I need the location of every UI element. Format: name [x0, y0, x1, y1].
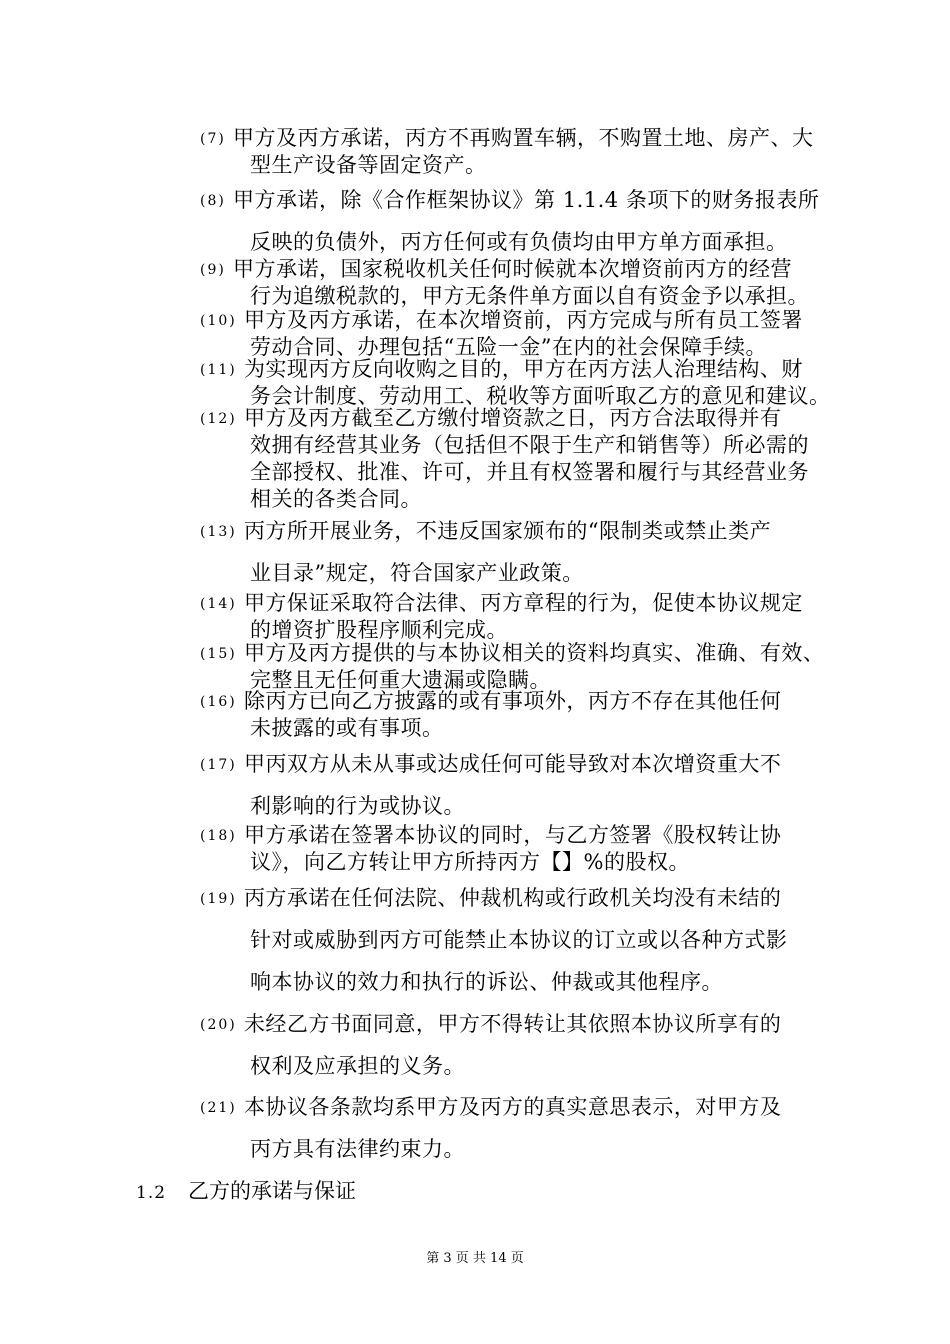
clause-text: 甲方及丙方承诺，丙方不再购置车辆，不购置土地、房产、大 — [233, 126, 814, 150]
clause-text: 甲方保证采取符合法律、丙方章程的行为，促使本协议规定 — [243, 591, 803, 615]
clause-text: 未披露的或有事项。 — [250, 716, 444, 740]
clause-number: (16) — [200, 694, 237, 710]
clause-text: 议》，向乙方转让甲方所持丙方【】%的股权。 — [250, 850, 690, 874]
clause-text: 的增资扩股程序顺利完成。 — [250, 618, 508, 642]
clause-text: 相关的各类合同。 — [250, 487, 422, 511]
clause-number: (21) — [200, 1100, 237, 1116]
clause-text: 行为追缴税款的，甲方无条件单方面以自有资金予以承担。 — [250, 284, 809, 308]
clause-text: 甲方及丙方截至乙方缴付增资款之日，丙方合法取得并有 — [243, 406, 782, 430]
clause-text: 本协议各条款均系甲方及丙方的真实意思表示，对甲方及 — [243, 1095, 782, 1119]
clause-text: 甲方及丙方承诺，在本次增资前，丙方完成与所有员工签署 — [243, 308, 803, 332]
clause-text: 为实现丙方反向收购之目的，甲方在丙方法人治理结构、财 — [243, 357, 803, 381]
clause-text: 全部授权、批准、许可，并且有权签署和履行与其经营业务 — [250, 460, 809, 484]
clause-number: (17) — [200, 757, 237, 773]
clause-text: 未经乙方书面同意，甲方不得转让其依照本协议所享有的 — [243, 1012, 782, 1036]
clause-text: 甲方承诺在签署本协议的同时，与乙方签署《股权转让协 — [243, 823, 782, 847]
clause-text: 丙方所开展业务，不违反国家颁布的“限制类或禁止类产 — [243, 519, 772, 543]
clause-number: (8) — [200, 193, 226, 209]
clause-text: 完整且无任何重大遗漏或隐瞒。 — [250, 668, 551, 692]
clause-text: 利影响的行为或协议。 — [250, 794, 465, 818]
clause-text: 劳动合同、办理包括“五险一金”在内的社会保障手续。 — [250, 335, 767, 359]
clause-text: 丙方承诺在任何法院、仲裁机构或行政机关均没有未结的 — [243, 886, 782, 910]
clause-text: 除丙方已向乙方披露的或有事项外，丙方不存在其他任何 — [243, 689, 782, 713]
clause-number: (14) — [200, 596, 237, 612]
clause-text: 型生产设备等固定资产。 — [250, 153, 487, 177]
clause-text: 响本协议的效力和执行的诉讼、仲裁或其他程序。 — [250, 970, 723, 994]
clause-text: 效拥有经营其业务（包括但不限于生产和销售等）所必需的 — [250, 433, 809, 457]
clause-text: 业目录”规定，符合国家产业政策。 — [250, 561, 584, 585]
clause-number: (13) — [200, 524, 237, 540]
section-number: 1.2 — [136, 1183, 167, 1203]
clause-text: 甲方及丙方提供的与本协议相关的资料均真实、准确、有效、 — [243, 641, 825, 665]
clause-text: 甲方承诺，除《合作框架协议》第 1.1.4 条项下的财务报表所 — [233, 188, 820, 212]
clause-text: 针对或威胁到丙方可能禁止本协议的订立或以各种方式影 — [250, 928, 788, 952]
section-title: 乙方的承诺与保证 — [188, 1179, 356, 1203]
clause-text: 务会计制度、劳动用工、税收等方面听取乙方的意见和建议。 — [250, 384, 831, 408]
clause-text: 反映的负债外，丙方任何或有负债均由甲方单方面承担。 — [250, 230, 788, 254]
clause-text: 甲丙双方从未从事或达成任何可能导致对本次增资重大不 — [243, 752, 782, 776]
page-footer — [0, 1247, 950, 1266]
clause-number: (15) — [200, 646, 237, 662]
clause-number: (11) — [200, 362, 237, 378]
clause-number: (18) — [200, 828, 237, 844]
clause-text: 丙方具有法律约束力。 — [250, 1137, 465, 1161]
clause-number: (19) — [200, 891, 237, 907]
clause-text: 甲方承诺，国家税收机关任何时候就本次增资前丙方的经营 — [233, 257, 793, 281]
clause-number: (9) — [200, 262, 226, 278]
section-heading — [136, 1175, 356, 1205]
clause-number: (7) — [200, 131, 226, 147]
page-number: 第 3 页 共 14 页 — [426, 1251, 524, 1266]
clause-number: (10) — [200, 313, 237, 329]
clause-number: (20) — [200, 1017, 237, 1033]
clause-number: (12) — [200, 411, 237, 427]
clause-text: 权利及应承担的义务。 — [250, 1054, 465, 1078]
